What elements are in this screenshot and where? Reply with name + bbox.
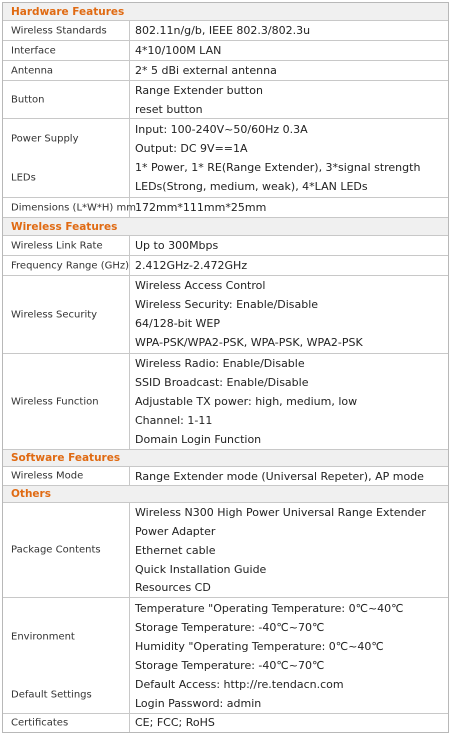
spec-row-interface (3, 41, 448, 61)
spec-value-line: Wireless Access Control (135, 279, 266, 292)
section-header-wireless (3, 218, 448, 236)
spec-label: Package Contents (11, 544, 101, 556)
spec-value-line: Default Access: http://re.tendacn.com (135, 678, 344, 691)
spec-label: Frequency Range (GHz) (11, 260, 130, 271)
spec-value-line: Humidity "Operating Temperature: 0℃~40℃ (135, 640, 384, 653)
spec-label: LEDs (11, 172, 36, 184)
spec-value-line: Input: 100-240V~50/60Hz 0.3A (135, 123, 308, 136)
spec-value-line: Login Password: admin (135, 697, 262, 710)
spec-value-line: Storage Temperature: -40℃~70℃ (135, 621, 325, 634)
spec-value-line: 1* Power, 1* RE(Range Extender), 3*signal strength (135, 161, 421, 174)
spec-value-line: 802.11n/g/b, IEEE 802.3/802.3u (135, 24, 311, 37)
spec-row-security (3, 276, 448, 354)
spec-value-line: SSID Broadcast: Enable/Disable (135, 376, 309, 389)
spec-value-line: Wireless Radio: Enable/Disable (135, 357, 305, 370)
spec-value-line: Range Extender button (135, 84, 263, 97)
spec-value-line: Wireless N300 High Power Universal Range Extender (135, 506, 426, 519)
spec-label: Default Settings (11, 689, 92, 701)
spec-table (2, 2, 449, 733)
section-title: Software Features (11, 452, 121, 464)
spec-label: Wireless Link Rate (11, 240, 103, 251)
spec-label: Wireless Mode (11, 470, 84, 482)
spec-label: Antenna (11, 65, 54, 76)
spec-row-package (3, 503, 448, 598)
spec-label: Certificates (11, 717, 69, 729)
spec-label: Interface (11, 45, 56, 56)
spec-label: Button (11, 94, 45, 105)
spec-value-line: Storage Temperature: -40℃~70℃ (135, 659, 325, 672)
spec-label: Environment (11, 631, 75, 643)
spec-value-line: Up to 300Mbps (135, 239, 219, 252)
spec-value-line: 64/128-bit WEP (135, 317, 220, 330)
spec-value-line: Ethernet cable (135, 544, 216, 557)
spec-row-antenna (3, 61, 448, 81)
section-header-others (3, 486, 448, 503)
spec-row-dimensions (3, 198, 448, 218)
spec-value-line: 4*10/100M LAN (135, 44, 222, 57)
spec-value-line: WPA-PSK/WPA2-PSK, WPA-PSK, WPA2-PSK (135, 336, 363, 349)
section-header-hardware (3, 3, 448, 21)
spec-value-line: Resources CD (135, 581, 211, 594)
spec-value-line: LEDs(Strong, medium, weak), 4*LAN LEDs (135, 180, 368, 193)
spec-value-line: Channel: 1-11 (135, 414, 213, 427)
spec-label: Wireless Security (11, 309, 98, 320)
section-header-software (3, 450, 448, 467)
spec-row-link-rate (3, 236, 448, 256)
spec-row-button (3, 81, 448, 119)
spec-value-line: Output: DC 9V==1A (135, 142, 248, 155)
spec-row-wireless-standards (3, 21, 448, 41)
spec-row-certificates (3, 714, 448, 732)
section-title: Hardware Features (11, 5, 125, 18)
spec-value-line: 2* 5 dBi external antenna (135, 64, 277, 77)
spec-row-environment-defaults (3, 598, 448, 714)
spec-value-line: Range Extender mode (Universal Repeter), AP mode (135, 470, 424, 483)
spec-value-line: Adjustable TX power: high, medium, low (135, 395, 358, 408)
spec-value-line: Wireless Security: Enable/Disable (135, 298, 319, 311)
spec-label: Wireless Function (11, 396, 99, 407)
spec-label: Wireless Standards (11, 25, 107, 36)
spec-value-line: reset button (135, 103, 203, 116)
section-title: Wireless Features (11, 220, 118, 233)
spec-value-line: CE; FCC; RoHS (135, 716, 215, 729)
spec-label: Dimensions (L*W*H) mm (11, 202, 136, 213)
spec-value-line: Quick Installation Guide (135, 563, 267, 576)
spec-row-frequency (3, 256, 448, 276)
spec-label: Power Supply (11, 133, 79, 145)
spec-row-power-leds (3, 119, 448, 198)
spec-value-line: Temperature "Operating Temperature: 0℃~40℃ (135, 602, 404, 615)
spec-value-line: 172mm*111mm*25mm (135, 201, 267, 214)
spec-row-mode (3, 467, 448, 486)
section-title: Others (11, 488, 51, 500)
spec-value-line: Domain Login Function (135, 433, 262, 446)
spec-value-line: Power Adapter (135, 525, 216, 538)
spec-row-function (3, 354, 448, 450)
spec-value-line: 2.412GHz-2.472GHz (135, 259, 248, 272)
